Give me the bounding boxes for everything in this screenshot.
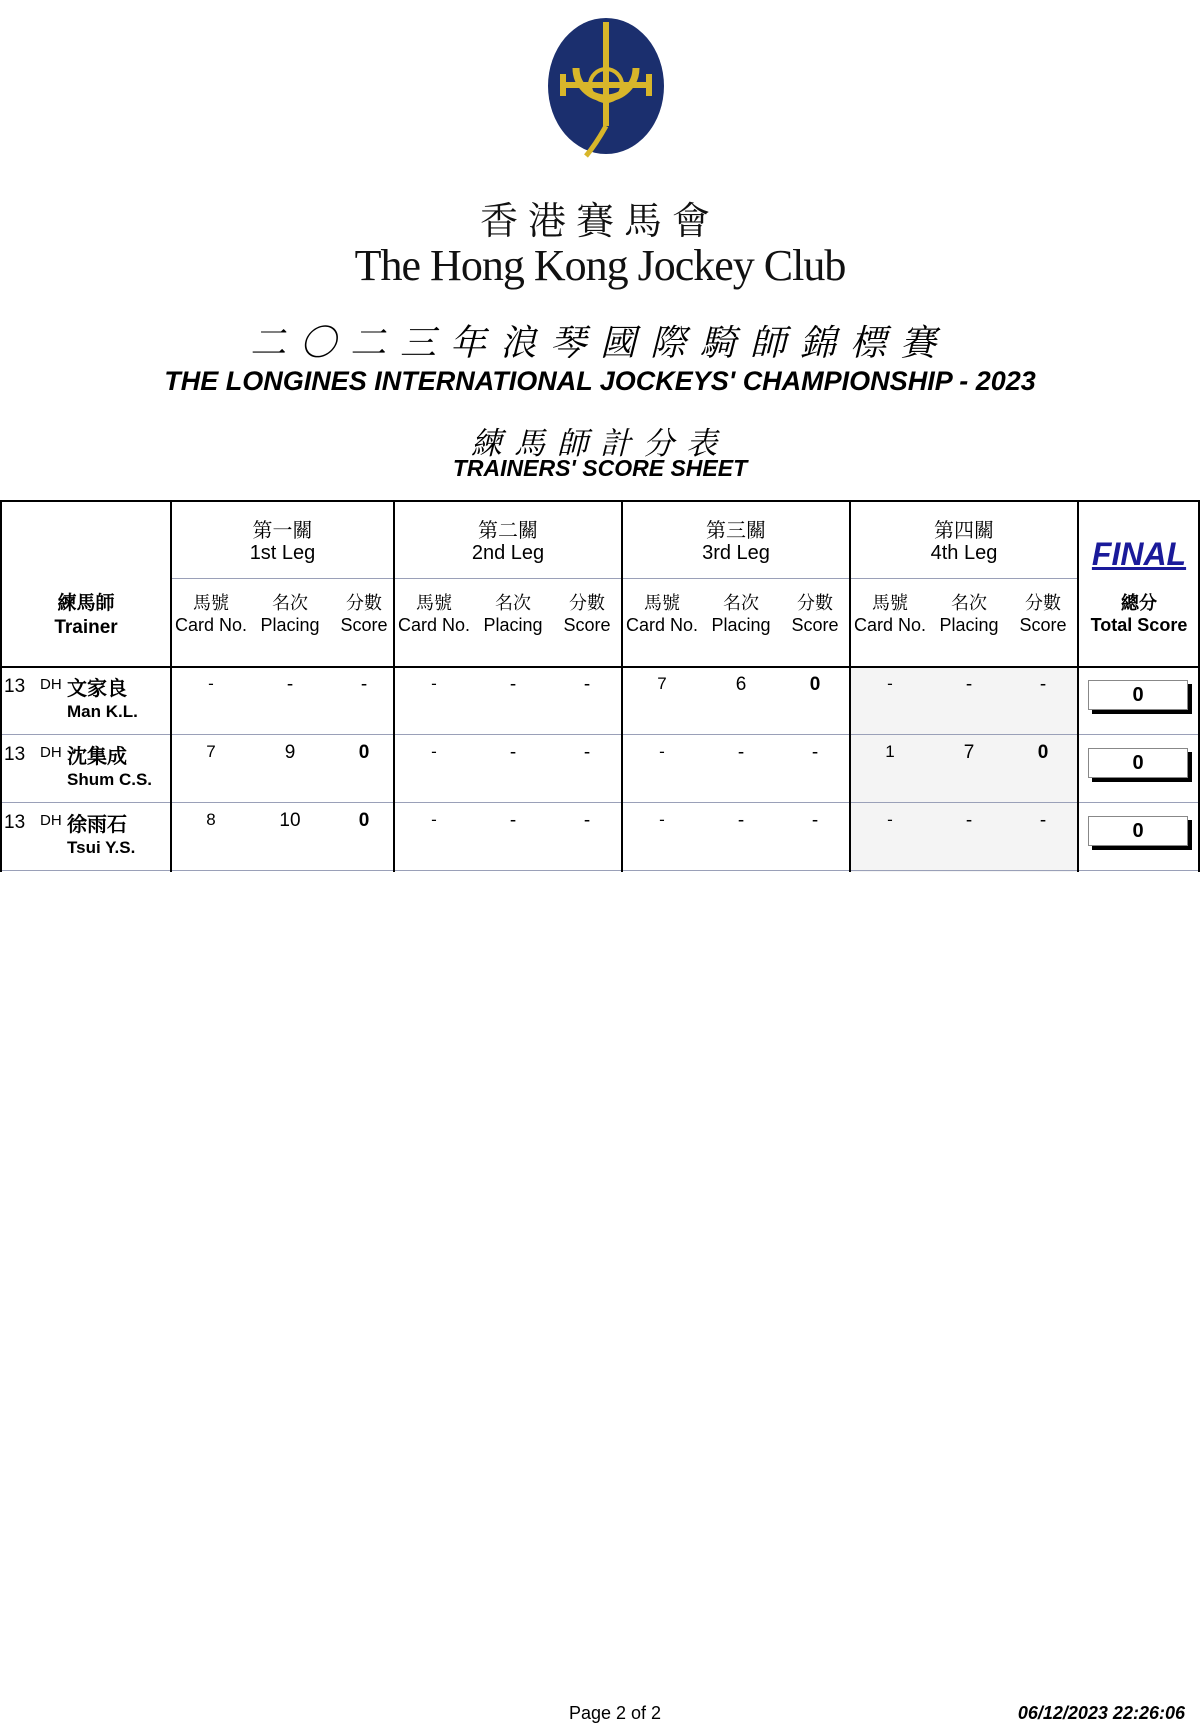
leg4-score-cell: - [1039, 810, 1047, 831]
trainer-name-chinese: 徐雨石 [67, 814, 127, 836]
final-label: FINAL [1091, 536, 1187, 572]
leg4-score-cell: - [1039, 674, 1047, 695]
org-name-english: The Hong Kong Jockey Club [354, 241, 846, 290]
leg3-placing-cell: 6 [735, 674, 747, 695]
leg2-card-cell: - [431, 742, 437, 761]
hkjc-logo [546, 16, 666, 166]
dead-heat-marker: DH [40, 812, 62, 829]
leg2-header: 第二關 2nd Leg [471, 520, 545, 564]
row-divider-1 [0, 734, 1200, 735]
leg2-placing-header: 名次 Placing [483, 593, 543, 635]
leg1-score-cell: 0 [358, 742, 370, 763]
rank: 13 [4, 812, 26, 833]
event-title-english: THE LONGINES INTERNATIONAL JOCKEYS' CHAMPIONSHIP - 2023 [164, 366, 1036, 396]
event-title-chinese: 二〇二三年浪琴國際騎師錦標賽 [249, 323, 950, 364]
leg2-card-cell: - [431, 674, 437, 693]
leg1-score-cell: - [360, 674, 368, 695]
leg4-header: 第四關 4th Leg [930, 520, 998, 564]
row-divider-2 [0, 802, 1200, 803]
leg4-placing-header: 名次 Placing [939, 593, 999, 635]
total-score-box: 0 [1088, 816, 1188, 846]
leg4-score-cell: 0 [1037, 742, 1049, 763]
score-table [0, 500, 1200, 872]
leg2-card-header: 馬號 Card No. [397, 593, 471, 635]
leg4-placing-cell: - [965, 810, 973, 831]
leg1-score-cell: 0 [358, 810, 370, 831]
leg4-placing-cell: 7 [963, 742, 975, 763]
leg2-placing-cell: - [509, 810, 517, 831]
leg3-card-cell: - [659, 742, 665, 761]
leg4-shade [851, 668, 1078, 872]
leg1-card-cell: - [208, 674, 214, 693]
rank: 13 [4, 676, 26, 697]
leg4-placing-cell: - [965, 674, 973, 695]
border-leg4-total [1077, 500, 1079, 872]
leg1-placing-cell: 10 [279, 810, 301, 831]
leg2-score-cell: - [583, 742, 591, 763]
leg1-placing-header: 名次 Placing [260, 593, 320, 635]
leg4-card-cell: 1 [885, 742, 895, 761]
dead-heat-marker: DH [40, 676, 62, 693]
trainer-name-english: Man K.L. [67, 702, 138, 721]
leg2-score-cell: - [583, 810, 591, 831]
total-score-box: 0 [1088, 748, 1188, 778]
print-timestamp: 06/12/2023 22:26:06 [1017, 1703, 1185, 1723]
table-top-border [0, 500, 1200, 502]
trainer-name-chinese: 沈集成 [67, 746, 127, 768]
leg4-score-header: 分數 Score [1019, 593, 1067, 635]
leg2-score-header: 分數 Score [563, 593, 611, 635]
total-score-header: 總分 Total Score [1090, 593, 1188, 635]
leg2-score-cell: - [583, 674, 591, 695]
leg1-placing-cell: - [286, 674, 294, 695]
sheet-title-chinese: 練馬師計分表 [471, 426, 729, 462]
header-bottom-border [0, 666, 1200, 668]
leg1-card-header: 馬號 Card No. [174, 593, 248, 635]
leg3-placing-header: 名次 Placing [711, 593, 771, 635]
leg4-card-cell: - [887, 674, 893, 693]
leg3-header: 第三關 3rd Leg [702, 520, 770, 564]
dead-heat-marker: DH [40, 744, 62, 761]
leg1-score-header: 分數 Score [340, 593, 388, 635]
leg3-score-cell: - [811, 742, 819, 763]
leg2-placing-cell: - [509, 742, 517, 763]
leg3-card-cell: 7 [657, 674, 667, 693]
page-number: Page 2 of 2 [568, 1703, 662, 1723]
rank: 13 [4, 744, 26, 765]
leg4-card-cell: - [887, 810, 893, 829]
leg3-score-header: 分數 Score [791, 593, 839, 635]
total-score-box: 0 [1088, 680, 1188, 710]
leg3-card-cell: - [659, 810, 665, 829]
trainer-name-chinese: 文家良 [67, 678, 127, 700]
leg1-card-cell: 7 [206, 742, 216, 761]
leg1-placing-cell: 9 [284, 742, 296, 763]
border-left [0, 500, 2, 872]
trainer-name-english: Shum C.S. [67, 770, 153, 789]
leg2-placing-cell: - [509, 674, 517, 695]
leg-header-divider [172, 578, 1078, 579]
leg4-card-header: 馬號 Card No. [853, 593, 927, 635]
org-name-chinese: 香港賽馬會 [479, 199, 720, 243]
leg3-score-cell: - [811, 810, 819, 831]
leg1-header: 第一關 1st Leg [249, 520, 316, 564]
table-bottom-border [0, 870, 1200, 871]
leg3-score-cell: 0 [809, 674, 821, 695]
leg2-card-cell: - [431, 810, 437, 829]
leg3-placing-cell: - [737, 742, 745, 763]
leg3-placing-cell: - [737, 810, 745, 831]
trainer-name-english: Tsui Y.S. [67, 838, 136, 857]
sheet-title-english: TRAINERS' SCORE SHEET [452, 455, 748, 481]
leg3-card-header: 馬號 Card No. [625, 593, 699, 635]
leg1-card-cell: 8 [206, 810, 216, 829]
trainer-header: 練馬師 Trainer [54, 593, 118, 638]
